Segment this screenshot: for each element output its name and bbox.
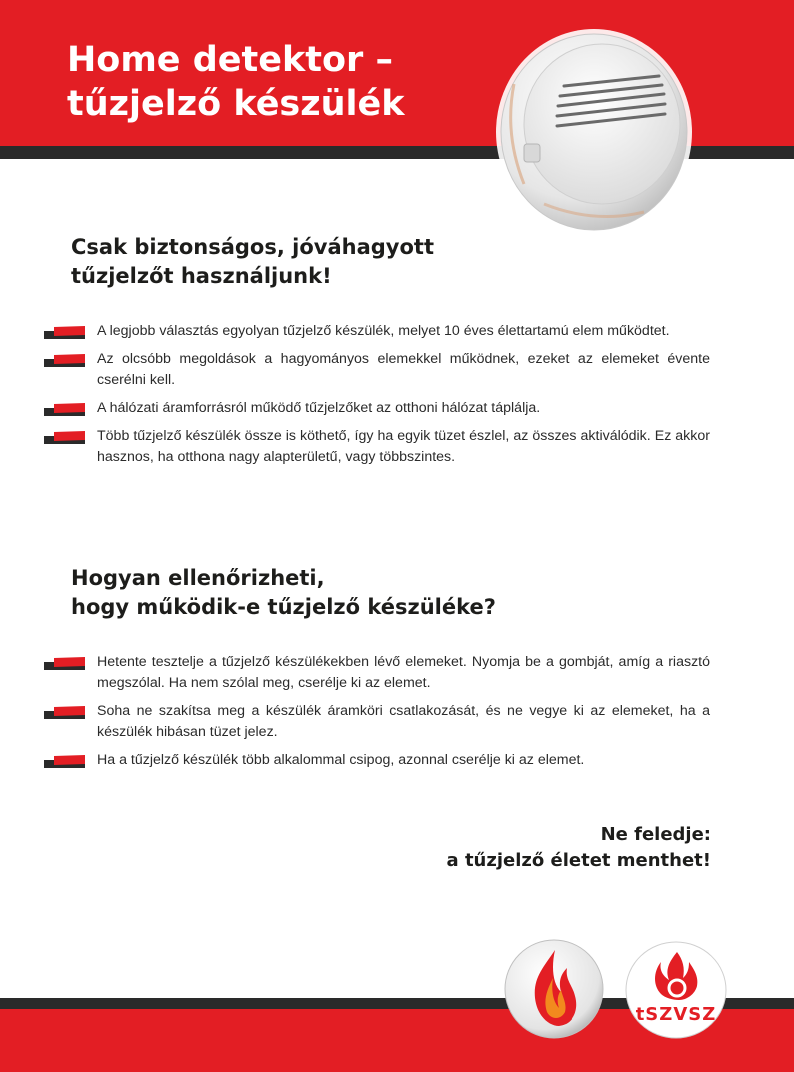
reminder-line: a tűzjelző életet menthet!	[446, 850, 711, 871]
list-item	[44, 750, 710, 771]
list-item	[44, 321, 710, 342]
list-item-text: A legjobb választás egyolyan tűzjelző készülék, melyet 10 éves élettartamú elem működtet.	[97, 323, 670, 339]
smoke-detector-image	[494, 24, 698, 238]
section-heading-approved	[71, 233, 591, 291]
title-line-2: tűzjelző készülék	[67, 84, 405, 124]
section-heading-check	[71, 564, 591, 622]
heading-line: Hogyan ellenőrizheti,	[71, 566, 325, 590]
reminder-line: Ne feledje:	[600, 824, 711, 845]
bullet-marker-icon	[44, 354, 85, 367]
list-item-text: A hálózati áramforrásról működő tűzjelzőket az otthoni hálózat táplálja.	[97, 400, 541, 416]
list-item-text: Több tűzjelző készülék össze is köthető, így ha egyik tüzet észlel, az összes aktiválódik. Ez akkor hasznos, ha otthona nagy alapterületű, vagy többszintes.	[97, 428, 710, 465]
bullet-marker-icon	[44, 755, 85, 768]
list-item-text: Az olcsóbb megoldások a hagyományos elemekkel működnek, ezeket az elemeket évente cserélni kell.	[97, 351, 710, 388]
heading-line: Csak biztonságos, jóváhagyott	[71, 235, 434, 259]
bullet-marker-icon	[44, 431, 85, 444]
list-item	[44, 701, 710, 743]
reminder-text	[447, 822, 711, 874]
title-line-1: Home detektor –	[67, 40, 393, 80]
bullet-marker-icon	[44, 326, 85, 339]
list-item-text: Hetente tesztelje a tűzjelző készülékekben lévő elemeket. Nyomja be a gombját, amíg a riasztó megszólal. Ha nem szólal meg, cserélje ki az elemet.	[97, 654, 710, 691]
list-item-text: Soha ne szakítsa meg a készülék áramköri csatlakozását, és ne vegye ki az elemeket, ha a készülék hibásan tüzet jelez.	[97, 703, 710, 740]
approved-detector-list	[44, 321, 710, 475]
list-item	[44, 426, 710, 468]
list-item-text: Ha a tűzjelző készülék több alkalommal csipog, azonnal cserélje ki az elemet.	[97, 752, 585, 768]
tszvsz-logo-text: tSZVSZ	[635, 1004, 717, 1025]
list-item	[44, 398, 710, 419]
flame-logo-icon	[503, 938, 605, 1040]
page-title	[67, 38, 487, 126]
heading-line: tűzjelzőt használjunk!	[71, 264, 332, 288]
bullet-marker-icon	[44, 706, 85, 719]
list-item	[44, 652, 710, 694]
heading-line: hogy működik-e tűzjelző készüléke?	[71, 595, 496, 619]
list-item	[44, 349, 710, 391]
bullet-marker-icon	[44, 657, 85, 670]
tszvsz-logo-icon	[625, 940, 728, 1040]
check-detector-list	[44, 652, 710, 778]
bullet-marker-icon	[44, 403, 85, 416]
